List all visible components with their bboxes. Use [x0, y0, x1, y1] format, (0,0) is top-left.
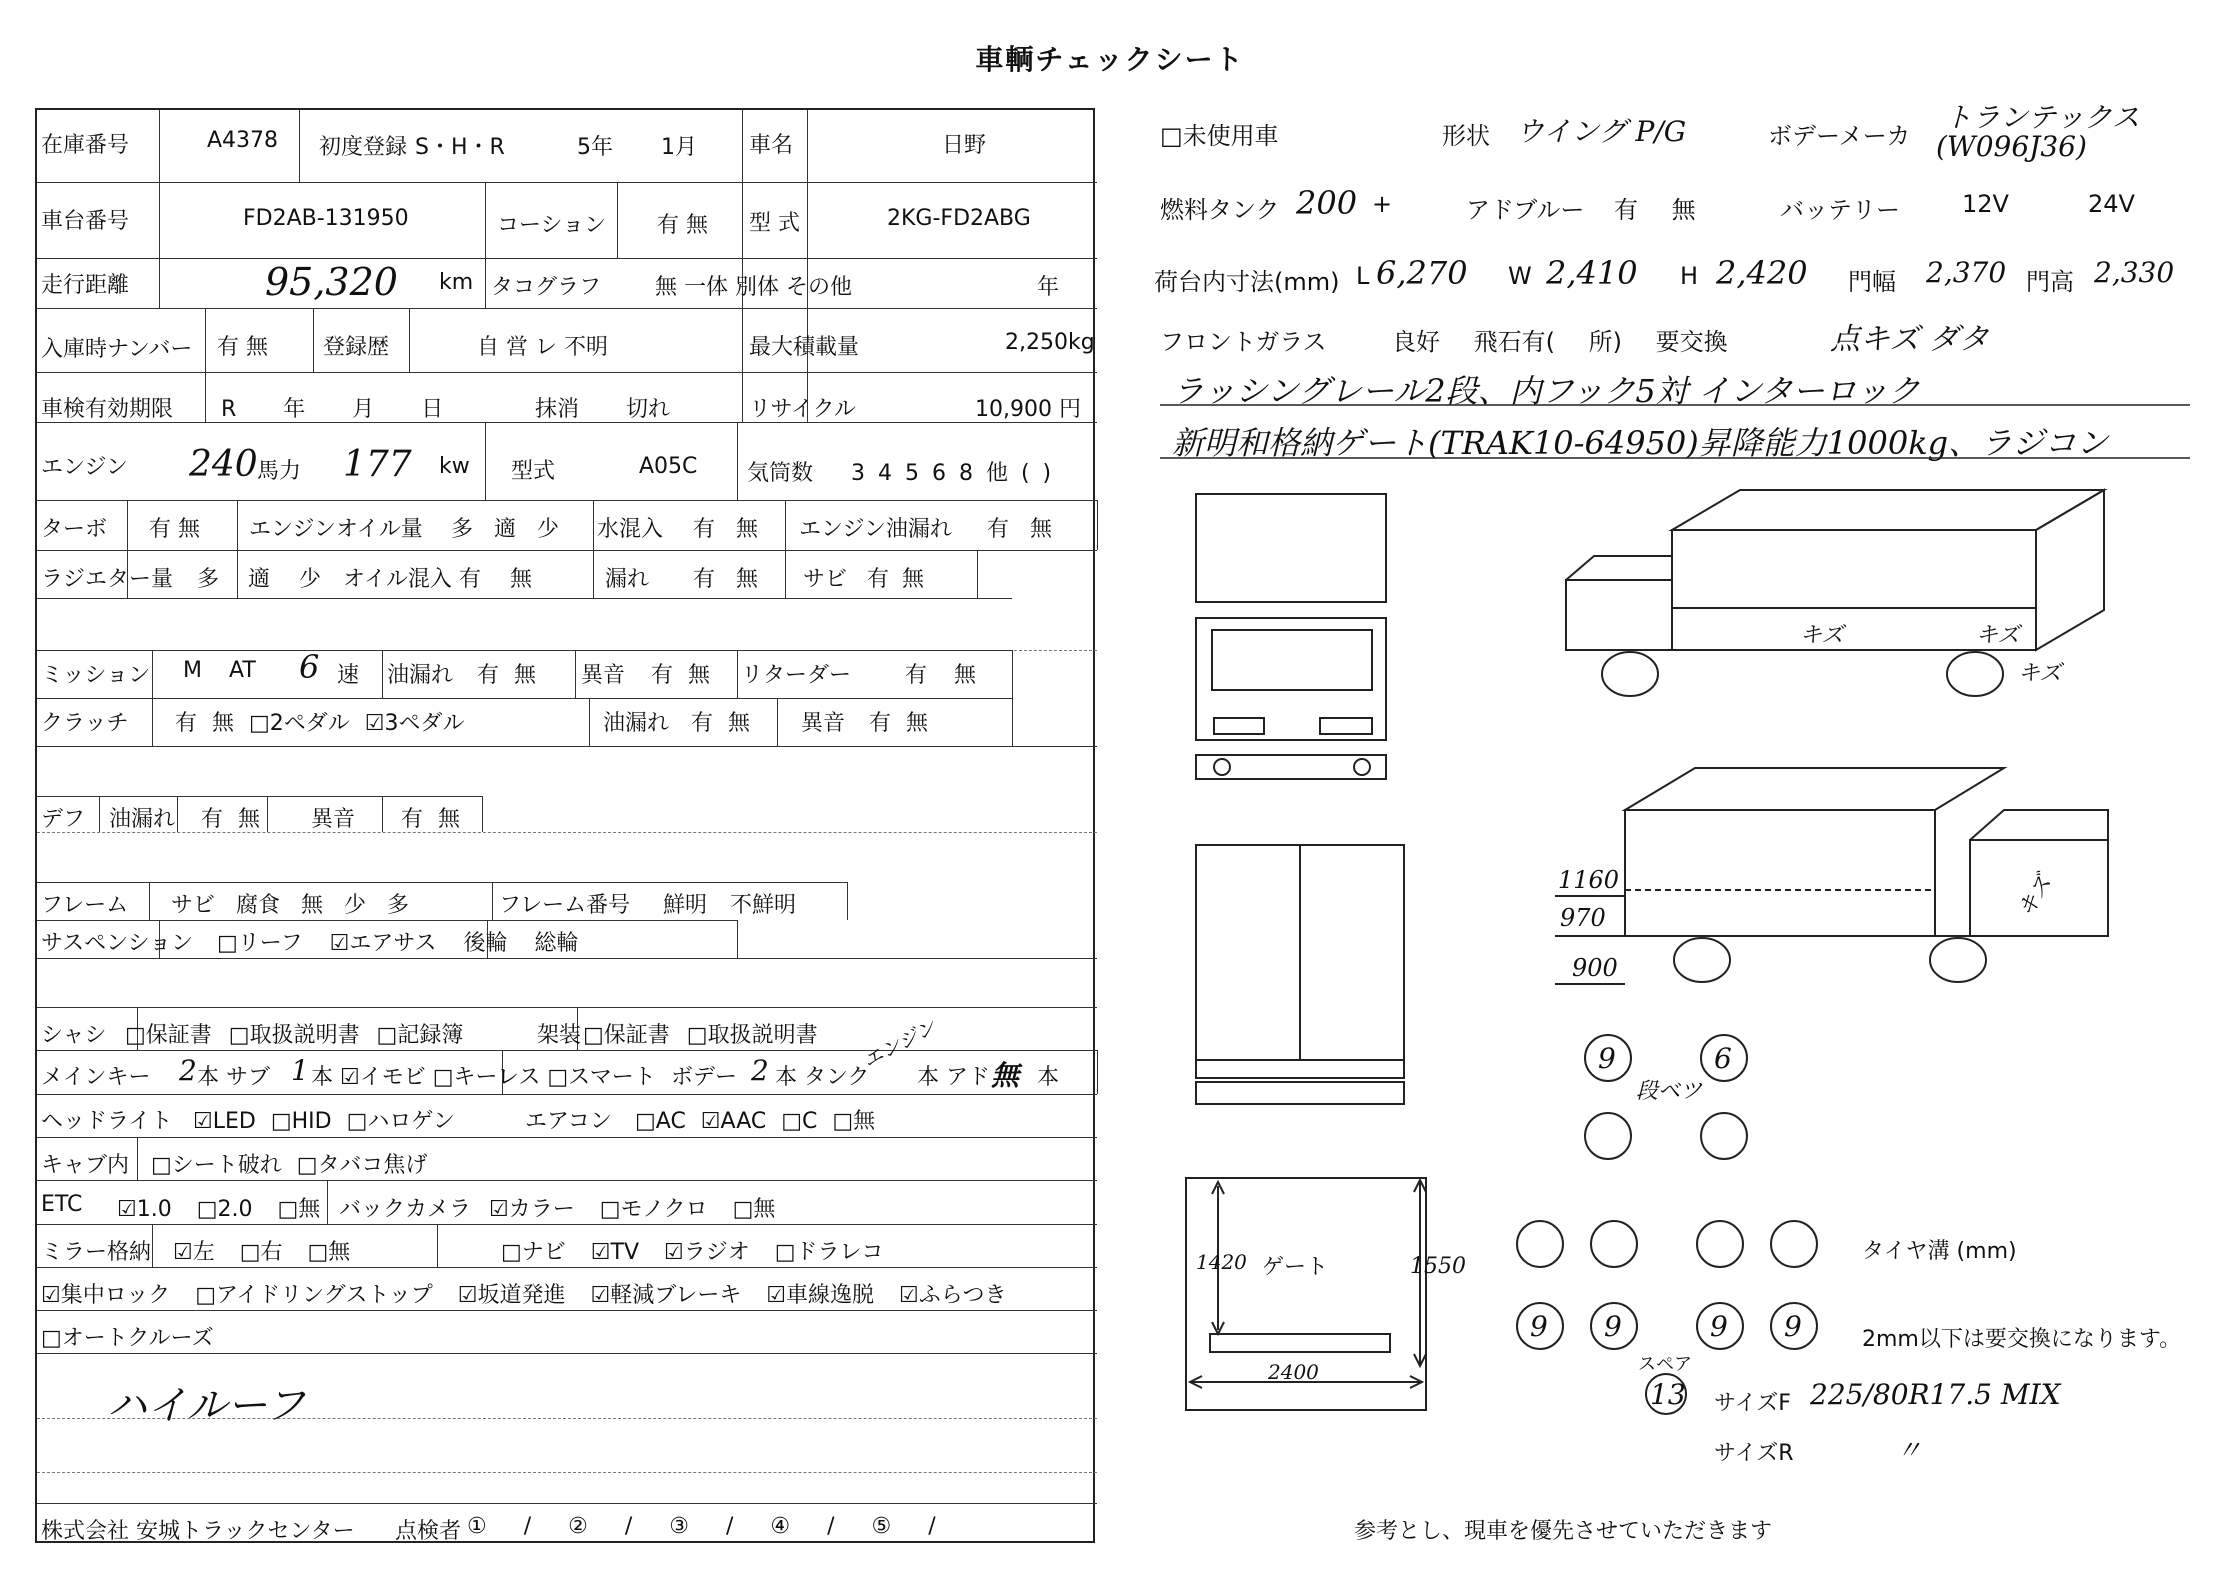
- tire-depth-label: タイヤ溝 (mm): [1862, 1239, 2017, 1264]
- nav-opts: □ナビ ☑TV ☑ラジオ □ドラレコ: [501, 1240, 884, 1265]
- clutch-opts: 有 無 □2ペダル ☑3ペダル: [175, 711, 465, 736]
- gate-1550: 1550: [1410, 1254, 1466, 1279]
- damage-mark-3: キズ: [2018, 661, 2062, 686]
- height-970: 970: [1560, 904, 1606, 932]
- company-name: 株式会社 安城トラックセンター: [41, 1519, 355, 1544]
- body-docs-opts: □保証書 □取扱説明書: [583, 1023, 818, 1048]
- label-engine-type: 型式: [511, 459, 556, 484]
- note-line-1: ラッシングレール2段、内フック5対 インターロック: [1172, 372, 1921, 410]
- body-key-count: 2: [751, 1054, 769, 1087]
- frame-no-opts: 鮮明 不鮮明: [663, 893, 796, 918]
- label-front-glass: フロントガラス: [1160, 328, 1327, 356]
- spare-label: スペア: [1638, 1354, 1692, 1375]
- gate-width-value: 2,370: [1926, 256, 2007, 289]
- clutch-leak-opts: 有 無: [691, 711, 750, 736]
- label-diff: デフ: [41, 807, 86, 832]
- clutch-noise-opts: 有 無: [869, 711, 928, 736]
- label-body-maker: ボデーメーカ: [1768, 122, 1911, 150]
- label-mission-noise: 異音: [581, 663, 626, 688]
- ad-key-unit: 本: [1037, 1065, 1060, 1090]
- tire-warning: 2mm以下は要交換になります。: [1862, 1327, 2182, 1352]
- label-stock-no: 在庫番号: [41, 133, 130, 158]
- label-cylinders: 気筒数: [747, 461, 814, 486]
- body-maker-value: トランテックス: [1944, 101, 2140, 134]
- mirror-opts: ☑左 □右 □無: [173, 1240, 351, 1265]
- label-diff-leak: 油漏れ: [109, 807, 176, 832]
- label-rust: サビ: [803, 567, 848, 592]
- label-diff-noise: 異音: [311, 807, 356, 832]
- car-maker-value: 日野: [942, 133, 987, 158]
- label-recycle: リサイクル: [749, 397, 856, 422]
- battery-12v: 12V: [1962, 190, 2009, 218]
- label-gate-height: 門高: [2026, 268, 2074, 296]
- tire-rear-4: 9: [1784, 1310, 1802, 1343]
- recycle-value: 10,900 円: [975, 397, 1081, 422]
- label-body-docs: 架装: [537, 1023, 582, 1048]
- sub-key-count: 1: [291, 1054, 309, 1087]
- speed-unit: 速: [337, 663, 360, 688]
- size-f-label: サイズF: [1714, 1391, 1791, 1416]
- tire-front-left: 9: [1598, 1042, 1616, 1075]
- label-inspection: 車検有効期限: [41, 397, 174, 422]
- stock-no-value: A4378: [207, 128, 279, 153]
- label-L: L: [1356, 262, 1370, 290]
- reg-history-opts: 自 営 レ 不明: [477, 335, 608, 360]
- size-f-value: 225/80R17.5 MIX: [1810, 1378, 2061, 1411]
- battery-24v: 24V: [2088, 190, 2135, 218]
- radiator-opts: 多 適 少: [197, 567, 321, 592]
- fuel-tank-value: 200: [1296, 184, 1358, 222]
- dim-W-value: 2,410: [1546, 254, 1638, 292]
- key-opts: 本 ☑イモビ □キーレス □スマート: [311, 1065, 656, 1090]
- label-car-name: 車名: [749, 133, 794, 158]
- tire-rear-1: 9: [1530, 1310, 1548, 1343]
- label-mirror: ミラー格納: [41, 1240, 152, 1265]
- label-battery: バッテリー: [1780, 196, 1900, 224]
- label-clutch-noise: 異音: [801, 711, 846, 736]
- label-first-reg: 初度登録: [319, 135, 408, 160]
- label-etc: ETC: [41, 1192, 83, 1217]
- height-900: 900: [1572, 954, 1618, 982]
- label-clutch: クラッチ: [41, 711, 129, 736]
- disclaimer: 参考とし、現車を優先させていただきます: [1354, 1519, 1773, 1544]
- dim-L-value: 6,270: [1376, 254, 1468, 292]
- tank-handwritten: エンジン: [858, 1014, 940, 1073]
- label-cab: キャブ内: [41, 1153, 130, 1178]
- retarder-opts: 有 無: [905, 663, 976, 688]
- tire-note: 段ベツ: [1636, 1079, 1703, 1104]
- unused-vehicle: □未使用車: [1160, 122, 1279, 150]
- adblue-opts: 有 無: [1614, 196, 1696, 224]
- body-maker-code: (W096J36): [1936, 130, 2087, 163]
- label-mission-leak: 油漏れ: [387, 663, 454, 688]
- engine-leak-opts: 有 無: [987, 517, 1052, 542]
- label-shape: 形状: [1442, 122, 1490, 150]
- label-mileage: 走行距離: [41, 273, 130, 298]
- label-dimensions: 荷台内寸法(mm): [1154, 268, 1340, 296]
- back-camera-opts: ☑カラー □モノクロ □無: [489, 1197, 776, 1222]
- label-retarder: リターダー: [741, 663, 852, 688]
- engine-kw: 177: [343, 444, 412, 485]
- chassis-docs-opts: □保証書 □取扱説明書 □記録簿: [125, 1023, 464, 1048]
- tire-front-right: 6: [1714, 1042, 1732, 1075]
- label-fuel-tank: 燃料タンク: [1160, 196, 1280, 224]
- inspector-slots: ① / ② / ③ / ④ / ⑤ /: [467, 1514, 936, 1539]
- label-water-mix: 水混入: [597, 517, 664, 542]
- note-line-2: 新明和格納ゲート(TRAK10-64950)昇降能力1000kg、ラジコン: [1172, 424, 2109, 462]
- ps-unit: 馬力: [257, 459, 302, 484]
- shape-value: ウイング P/G: [1516, 115, 1687, 148]
- gate-height-value: 2,330: [2094, 256, 2175, 289]
- label-sub-key: 本 サブ: [197, 1065, 270, 1090]
- label-mission: ミッション: [41, 663, 151, 688]
- gate-label: ゲート: [1262, 1255, 1329, 1280]
- mission-noise-opts: 有 無: [651, 663, 710, 688]
- tachograph-opts: 無 一体 別体 その他: [655, 275, 852, 300]
- spare-value: 13: [1650, 1378, 1686, 1411]
- first-reg-year: 5年: [577, 135, 613, 160]
- label-H: H: [1680, 262, 1699, 290]
- label-headlight: ヘッドライト: [41, 1109, 173, 1134]
- label-frame: フレーム: [41, 893, 129, 918]
- etc-opts: ☑1.0 □2.0 □無: [117, 1197, 321, 1222]
- rust-opts: 有 無: [867, 567, 924, 592]
- label-ad-key: 本 アド: [917, 1065, 990, 1090]
- damage-mark-2: キズ: [1976, 623, 2020, 648]
- mileage-value: 95,320: [265, 260, 398, 304]
- gate-1420: 1420: [1196, 1250, 1247, 1274]
- headlight-opts: ☑LED □HID □ハロゲン: [193, 1109, 455, 1134]
- label-tank-key: 本 タンク: [775, 1065, 870, 1090]
- label-caution: コーション: [497, 213, 607, 238]
- water-mix-opts: 有 無: [693, 517, 758, 542]
- plate-opts: 有 無: [217, 335, 268, 360]
- label-inspector: 点検者: [395, 1519, 462, 1544]
- size-r-label: サイズR: [1714, 1441, 1794, 1466]
- label-max-load: 最大積載量: [749, 335, 860, 360]
- suspension-opts: □リーフ ☑エアサス 後輪 総輪: [217, 931, 579, 956]
- label-engine-oil: エンジンオイル量: [249, 517, 423, 542]
- label-plate: 入庫時ナンバー: [41, 337, 193, 362]
- height-1160: 1160: [1558, 866, 1620, 894]
- diff-leak-opts: 有 無: [201, 807, 260, 832]
- max-load-value: 2,250kg: [1005, 330, 1095, 355]
- frame-opts: サビ 腐食 無 少 多: [171, 893, 409, 918]
- equipment-opts: ☑集中ロック □アイドリングストップ ☑坂道発進 ☑軽減ブレーキ ☑車線逸脱 ☑ふらつき: [41, 1283, 1007, 1308]
- label-main-key: メインキー: [41, 1065, 151, 1090]
- label-back-camera: バックカメラ: [339, 1197, 472, 1222]
- leak-opts: 有 無: [693, 567, 758, 592]
- aircon-opts: □AC ☑AAC □C □無: [635, 1109, 876, 1134]
- cruise-opt: □オートクルーズ: [41, 1326, 214, 1351]
- first-reg-month: 1月: [661, 135, 697, 160]
- tire-rear-2: 9: [1604, 1310, 1622, 1343]
- ad-key-handwritten: 無: [991, 1059, 1020, 1092]
- kw-unit: kw: [439, 454, 470, 479]
- cylinders-opts: 3 4 5 6 8 他 ( ): [851, 461, 1052, 486]
- label-chassis-no: 車台番号: [41, 209, 130, 234]
- engine-oil-opts: 多 適 少: [451, 517, 559, 542]
- mileage-unit: km: [439, 270, 474, 295]
- front-glass-note: 点キズ ダタ: [1830, 322, 1989, 357]
- diff-noise-opts: 有 無: [401, 807, 460, 832]
- caution-opts: 有 無: [657, 213, 708, 238]
- speed-count: 6: [299, 648, 320, 686]
- inspection-date: R 年 月 日: [221, 397, 444, 422]
- label-engine-leak: エンジン油漏れ: [799, 517, 952, 542]
- cab-opts: □シート破れ □タバコ焦げ: [151, 1153, 428, 1178]
- engine-ps: 240: [189, 444, 258, 485]
- first-reg-era: S・H・R: [415, 135, 505, 160]
- label-W: W: [1508, 262, 1532, 290]
- label-turbo: ターボ: [41, 517, 108, 542]
- label-gate-width: 門幅: [1848, 268, 1896, 296]
- damage-mark-1: キズ: [1800, 623, 1844, 648]
- label-aircon: エアコン: [525, 1109, 612, 1134]
- main-key-count: 2: [179, 1054, 197, 1087]
- engine-type-value: A05C: [639, 454, 698, 479]
- label-oil-mix: オイル混入: [343, 567, 452, 592]
- damage-mark-4: キズ: [2013, 871, 2058, 922]
- page-title: 車輌チェックシート: [975, 43, 1245, 76]
- model-value: 2KG-FD2ABG: [887, 206, 1031, 231]
- tire-rear-3: 9: [1710, 1310, 1728, 1343]
- inspection-status: 抹消 切れ: [535, 397, 670, 422]
- turbo-opts: 有 無: [149, 517, 200, 542]
- fuel-plus: +: [1372, 190, 1393, 218]
- tachograph-year: 年: [1037, 275, 1060, 300]
- dim-H-value: 2,420: [1716, 254, 1808, 292]
- front-glass-opts: 良好 飛石有( 所) 要交換: [1392, 328, 1728, 356]
- oil-mix-opts: 有 無: [459, 567, 532, 592]
- label-leak: 漏れ: [605, 567, 650, 592]
- label-chassis-docs: シャシ: [41, 1023, 107, 1048]
- notes-text: ハイルーフ: [107, 1383, 305, 1429]
- label-suspension: サスペンション: [41, 931, 194, 956]
- label-adblue: アドブルー: [1466, 196, 1585, 224]
- label-engine: エンジン: [41, 455, 128, 480]
- label-radiator: ラジエター量: [41, 567, 174, 592]
- label-clutch-leak: 油漏れ: [603, 711, 670, 736]
- label-body-key: ボデー: [671, 1065, 738, 1090]
- label-reg-history: 登録歴: [323, 335, 390, 360]
- mission-leak-opts: 有 無: [477, 663, 536, 688]
- label-frame-no: フレーム番号: [499, 893, 631, 918]
- mission-type: M AT: [183, 658, 256, 683]
- label-tachograph: タコグラフ: [491, 275, 602, 300]
- gate-2400: 2400: [1268, 1360, 1319, 1384]
- label-model: 型 式: [749, 211, 800, 236]
- size-r-value: 〃: [1896, 1436, 1923, 1466]
- chassis-no-value: FD2AB-131950: [243, 206, 409, 231]
